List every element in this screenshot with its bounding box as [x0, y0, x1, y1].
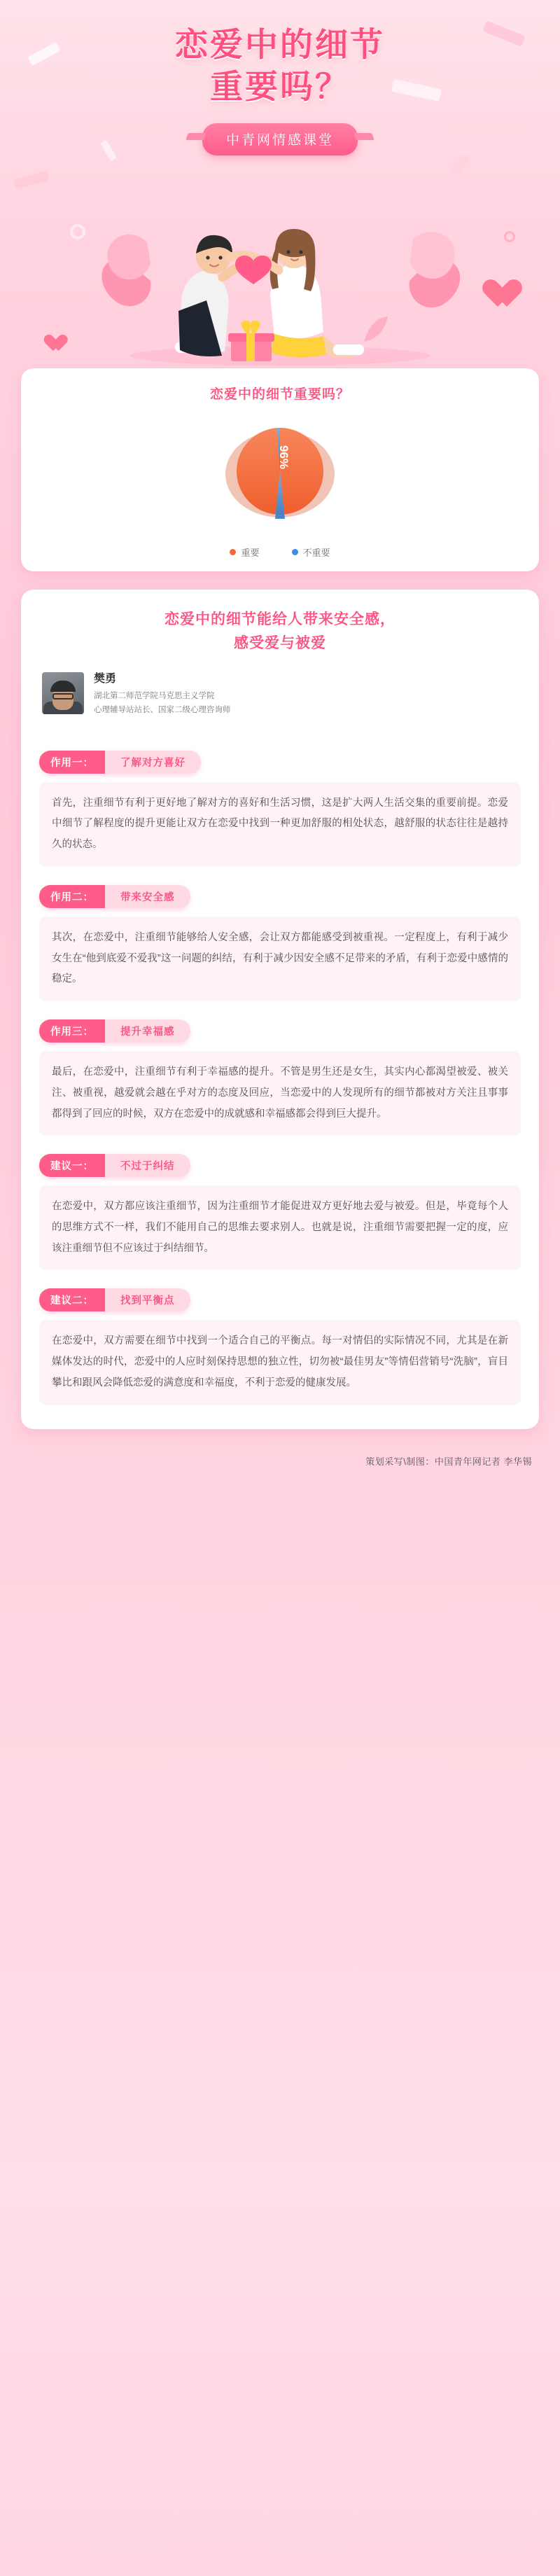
section-heading: 找到平衡点 — [105, 1288, 190, 1311]
page-header — [0, 0, 560, 155]
article-title — [39, 608, 521, 655]
section-body: 其次，在恋爱中，注重细节能够给人安全感，会让双方都能感受到被重视。一定程度上，有利于减少女生在“他到底爱不爱我”这一问题的纠结，有利于减少因安全感不足带来的矛盾，有利于恋爱中感情的稳定。 — [39, 917, 521, 1001]
section-header-4 — [39, 1154, 190, 1177]
section-heading: 带来安全感 — [105, 885, 190, 908]
author-desc-line-1: 湖北第二师范学院马克思主义学院 — [94, 691, 215, 700]
page-title — [0, 24, 560, 108]
section-header-2 — [39, 885, 190, 908]
section-body: 最后，在恋爱中，注重细节有利于幸福感的提升。不管是男生还是女生，其实内心都渴望被爱、被关注、被重视，越爱就会越在乎对方的态度及回应，当恋爱中的人发现所有的细节都被对方关注且事事都得到了回应的时候，双方在恋爱中的成就感和幸福感都会得到巨大提升。 — [39, 1051, 521, 1136]
section-header-1 — [39, 751, 201, 774]
section-heading: 不过于纠结 — [105, 1154, 190, 1177]
article-title-line-1: 恋爱中的细节能给人带来安全感， — [164, 611, 396, 628]
title-line-1: 恋爱中的细节 — [175, 26, 385, 63]
title-line-2: 重要吗？ — [210, 68, 350, 106]
pie-chart — [38, 407, 522, 540]
section-body: 首先，注重细节有利于更好地了解对方的喜好和生活习惯，这是扩大两人生活交集的重要前提。恋爱中细节了解程度的提升更能让双方在恋爱中找到一种更加舒服的相处状态，越舒服的状态往往是越持久的状态。 — [39, 782, 521, 867]
author-info — [94, 669, 231, 717]
section-tag: 作用三： — [39, 1019, 105, 1043]
couple-illustration — [0, 158, 560, 368]
section-body: 在恋爱中，双方需要在细节中找到一个适合自己的平衡点。每一对情侣的实际情况不同，尤其是在新媒体发达的时代，恋爱中的人应时刻保持思想的独立性，切勿被“最佳男友”等情侣营销号“洗脑”，盲目攀比和跟风会降低恋爱的满意度和幸福度，不利于恋爱的健康发展。 — [39, 1320, 521, 1405]
section-tag: 建议一： — [39, 1154, 105, 1177]
legend-item — [230, 545, 259, 559]
article-title-line-2: 感受爱与被爱 — [234, 634, 326, 651]
section-body: 在恋爱中，双方都应该注重细节，因为注重细节才能促进双方更好地去爱与被爱。但是，毕竟每个人的思维方式不一样，我们不能用自己的思维去要求别人。也就是说，注重细节需要把握一定的度，应该注重细节但不应该过于纠结细节。 — [39, 1185, 521, 1270]
chart-legend — [38, 545, 522, 559]
pie-data-label: 96% — [277, 445, 290, 470]
poll-title: 恋爱中的细节重要吗？ — [209, 387, 350, 403]
author-row — [39, 669, 521, 717]
legend-label: 重要 — [241, 548, 260, 559]
article-card — [21, 590, 539, 1428]
author-desc-line-2: 心理辅导站站长、国家二级心理咨询师 — [94, 705, 231, 714]
footer-credit: 策划采写\制图：中国青年网记者 李华锡 — [365, 1456, 532, 1467]
legend-label: 不重要 — [302, 548, 330, 559]
pie-chart-svg — [189, 407, 371, 536]
legend-color-swatch-important — [230, 549, 236, 555]
legend-item — [292, 545, 330, 559]
section-tag: 建议二： — [39, 1288, 105, 1311]
section-header-3 — [39, 1019, 190, 1043]
legend-color-swatch-not-important — [292, 549, 298, 555]
avatar — [42, 672, 84, 714]
subtitle-ribbon: 中青网情感课堂 — [202, 123, 358, 155]
author-name: 樊勇 — [94, 672, 117, 685]
section-tag: 作用二： — [39, 885, 105, 908]
illustration-svg — [63, 158, 497, 368]
section-heading: 提升幸福感 — [105, 1019, 190, 1043]
poll-card — [21, 368, 539, 571]
section-header-5 — [39, 1288, 190, 1311]
section-tag: 作用一： — [39, 751, 105, 774]
section-heading: 了解对方喜好 — [105, 751, 201, 774]
